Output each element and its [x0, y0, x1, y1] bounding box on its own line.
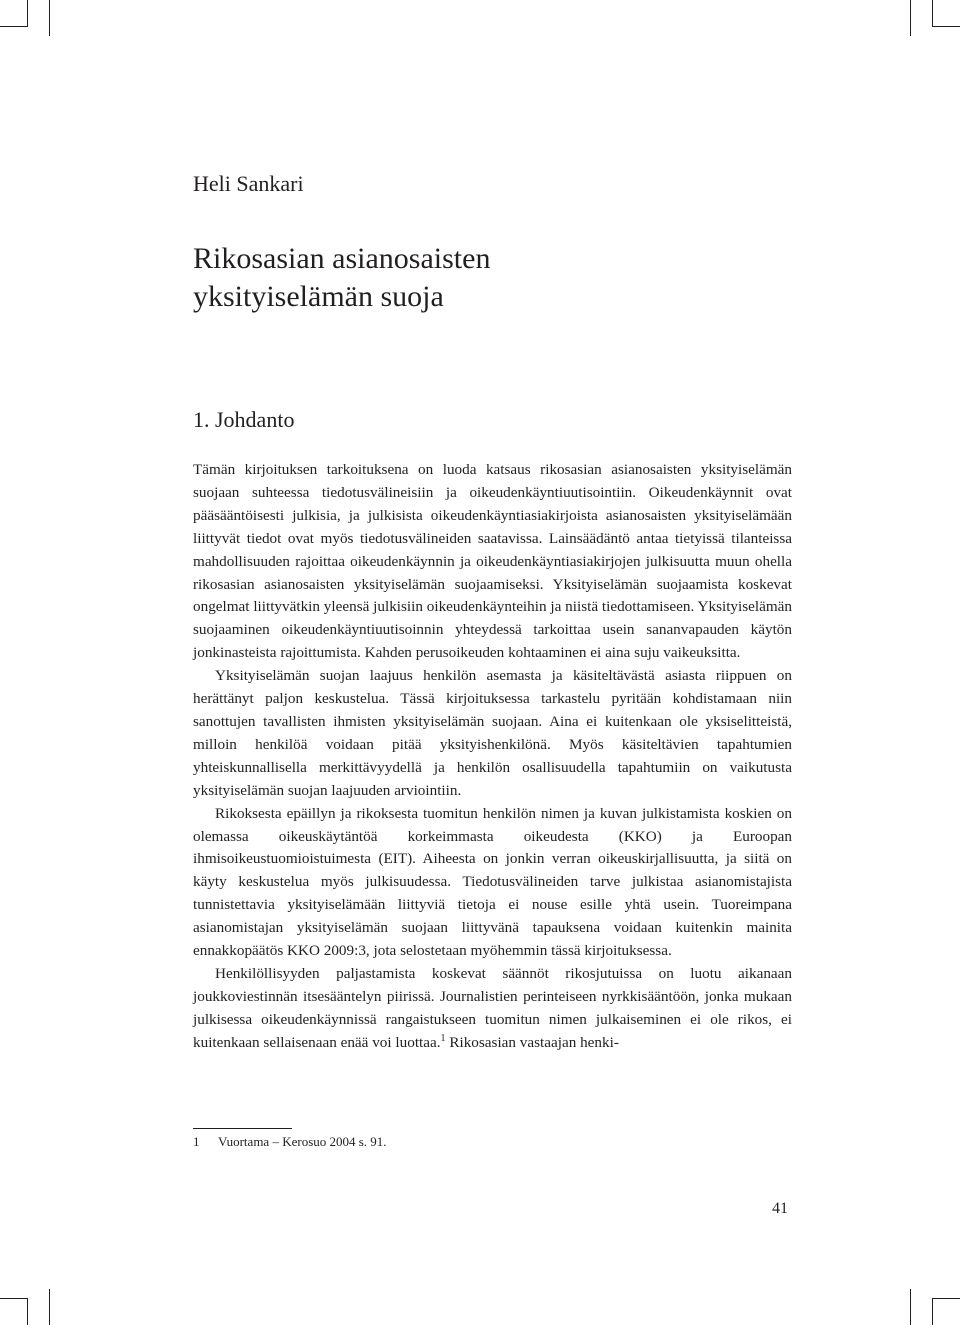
paragraph-text: Henkilöllisyyden paljastamista koskevat säännöt rikosjutuissa on luotu aikanaan joukkoviestinnän itsesääntelyn piirissä. Journalistien perinteiseen nyrkkisääntöön, jonka mukaan julkisessa oikeudenkäynnissä rangaistukseen tuomitun nimen julkaiseminen ei ole rikos, ei kuitenkaan sellaisenaan enää voi luottaa.	[193, 964, 792, 1051]
article-title	[193, 240, 490, 316]
title-line: yksityiselämän suoja	[193, 280, 444, 313]
footnote-text: Vuortama – Kerosuo 2004 s. 91.	[218, 1134, 387, 1149]
title-line: Rikosasian asianosaisten	[193, 242, 491, 275]
paragraph: Tämän kirjoituksen tarkoituksena on luoda katsaus rikosasian asianosaisten yksityiselämän suojaan suhteessa tiedotusvälineisiin ja oikeudenkäyntiuutisointiin. Oikeudenkäynnit ovat pääsääntöisesti julkisia, ja julkisista oikeudenkäyntiasiakirjoista asianosaisten yksityiselämään liittyvät tiedot ovat myös tiedotusvälineiden saatavissa. Lainsäädäntö antaa tietyissä tilanteissa mahdollisuuden rajoittaa oikeudenkäynnin ja oikeudenkäyntiasiakirjojen julkisuutta muun ohella rikosasian asianosaisten yksityiselämän suojaamiseksi. Yksityiselämän suojaamista koskevat ongelmat liittyvätkin yleensä julkisiin oikeudenkäynteihin ja niistä tiedottamiseen. Yksityiselämän suojaaminen oikeudenkäyntiuutisoinnin yhteydessä tarkoittaa usein sananvapauden käytön jonkinasteista rajoittumista. Kahden perusoikeuden kohtaaminen ei aina suju vaikeuksitta.	[193, 461, 792, 662]
section-heading: 1. Johdanto	[193, 407, 295, 432]
paragraph: Yksityiselämän suojan laajuus henkilön asemasta ja käsiteltävästä asiasta riippuen on herättänyt paljon keskustelua. Tässä kirjoituksessa tarkastelu pyritään kohdistamaan niin sanottujen tavallisten ihmisten yksityiselämän suojaan. Aina ei kuitenkaan ole yksiselitteistä, milloin henkilöä voidaan pitää yksityishenkilönä. Myös käsiteltävien tapahtumien yhteiskunnallisella merkittävyydellä ja henkilön osallisuudella tapahtumiin on vaikutusta yksityiselämän suojan laajuuden arviointiin.	[193, 667, 792, 799]
page-number: 41	[772, 1200, 788, 1217]
footnote-separator	[193, 1128, 292, 1129]
author-name: Heli Sankari	[193, 171, 304, 196]
body-text	[193, 459, 792, 1055]
footnote-number: 1	[193, 1134, 200, 1149]
footnote	[193, 1134, 387, 1150]
paragraph: Rikoksesta epäillyn ja rikoksesta tuomitun henkilön nimen ja kuvan julkistamista koskien on olemassa oikeuskäytäntöä korkeimmasta oikeudesta (KKO) ja Euroopan ihmisoikeustuomioistuimesta (EIT). Aiheesta on jonkin verran oikeuskirjallisuutta, ja siitä on käyty keskustelua myös julkisuudessa. Tiedotusvälineiden tarve julkistaa asianomistajista tunnistettavia yksityiselämään liittyviä tietoja ei nouse esille yhtä usein. Tuoreimpana asianomistajan yksityiselämän suojaan liittyvänä tapauksena voidaan kuitenkin mainita ennakkopäätös KKO 2009:3, jota selostetaan myöhemmin tässä kirjoituksessa.	[193, 804, 792, 960]
paragraph	[193, 963, 792, 1055]
paragraph-text-continued: Rikosasian vastaajan henki-	[445, 1033, 619, 1051]
footnote-reference[interactable]: 1	[440, 1032, 446, 1044]
